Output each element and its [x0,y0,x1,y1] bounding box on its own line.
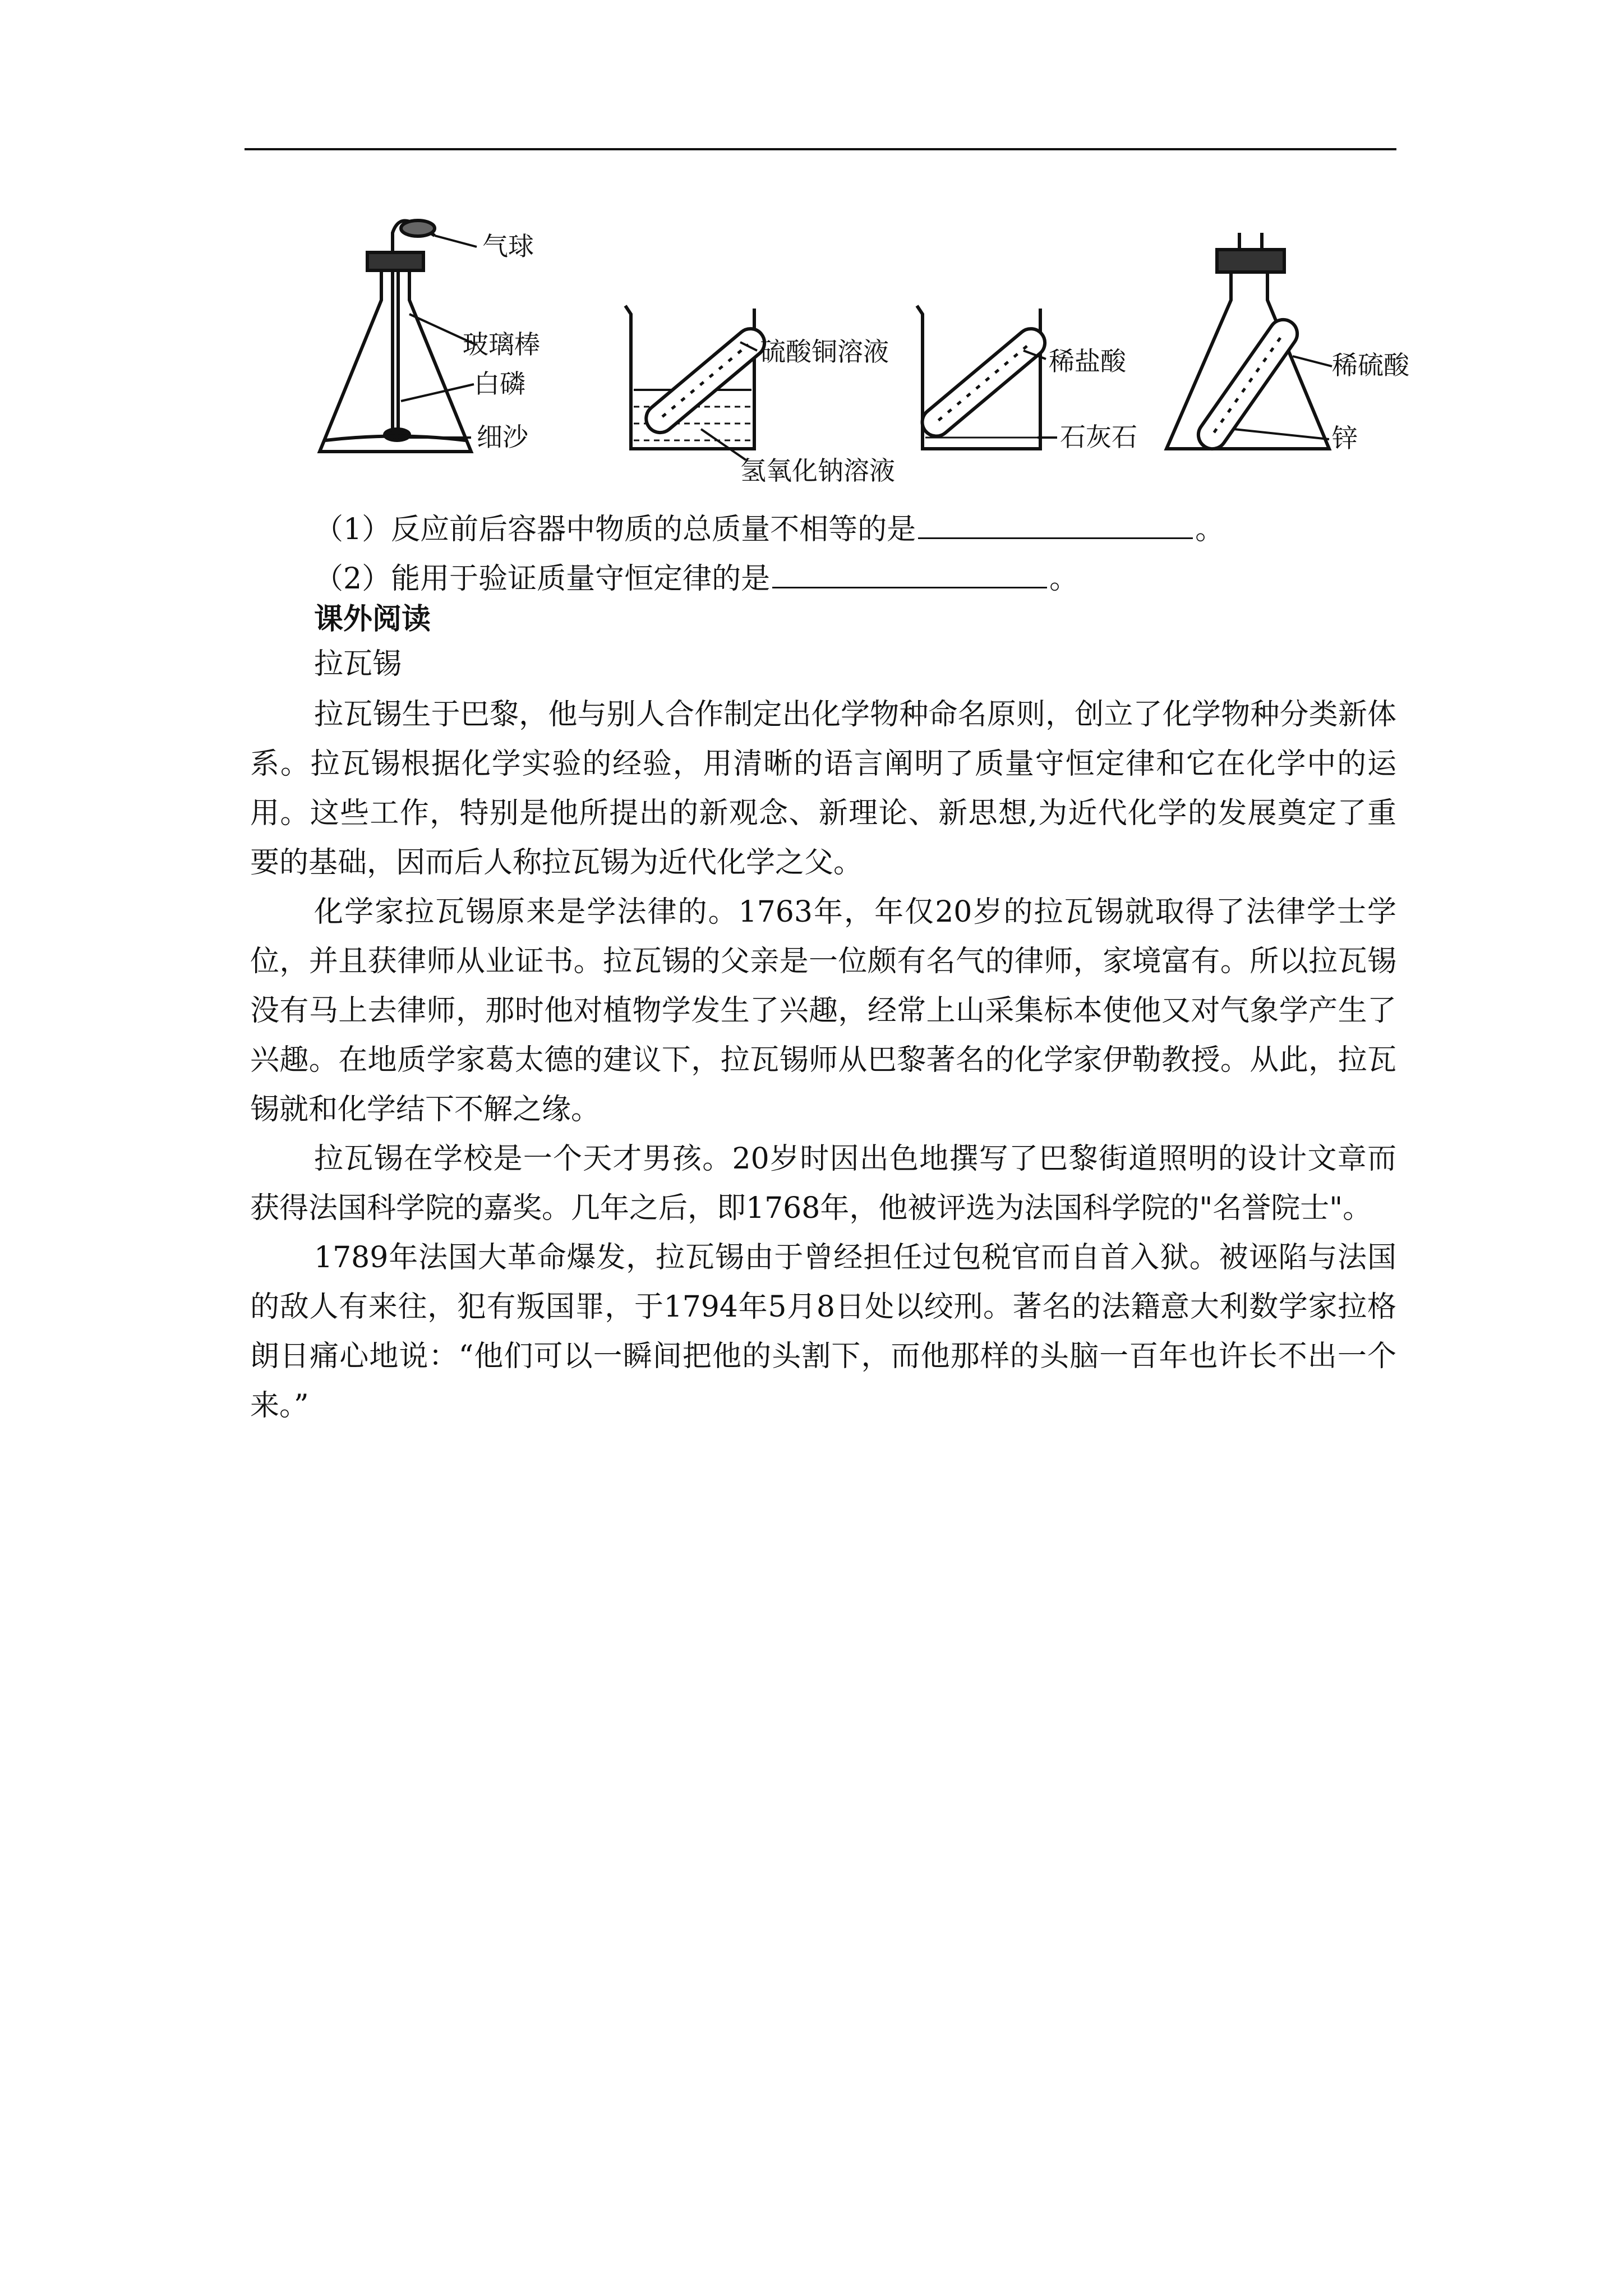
question-1-blank [918,509,1193,539]
question-1-end: 。 [1195,513,1225,546]
label-white-phosphorus: 白磷 [474,369,525,399]
article-body [250,690,1396,1430]
apparatus-3-beaker [916,306,1050,449]
header-rule [245,148,1396,150]
paragraph-1: 拉瓦锡生于巴黎，他与别人合作制定出化学物种命名原则，创立了化学物种分类新体系。拉瓦锡根据化学实验的经验，用清晰的语言阐明了质量守恒定律和它在化学中的运用。这些工作，特别是他所提出的新观念、新理论、新思想,为近代化学的发展奠定了重要的基础，因而后人称拉瓦锡为近代化学之父。 [250,698,1396,880]
label-fine-sand: 细沙 [477,422,528,452]
apparatus-2-beaker [625,306,770,449]
label-copper-sulfate: 硫酸铜溶液 [760,337,889,367]
label-dilute-hcl: 稀盐酸 [1049,346,1126,376]
question-2-blank [772,559,1047,588]
question-2-text: （2）能用于验证质量守恒定律的是 [314,562,771,596]
experiment-figure [314,216,1436,496]
label-balloon: 气球 [482,231,534,261]
question-2-end: 。 [1049,562,1079,596]
apparatus-1-flask [320,220,471,452]
apparatus-4-flask [1166,233,1329,454]
label-dilute-h2so4: 稀硫酸 [1332,350,1409,380]
section-heading: 课外阅读 [314,602,431,636]
paragraph-4: 1789年法国大革命爆发，拉瓦锡由于曾经担任过包税官而自首入狱。被诬陷与法国的敌人有来往，犯有叛国罪，于1794年5月8日处以绞刑。著名的法籍意大利数学家拉格朗日痛心地说：“他们可以一瞬间把他的头割下，而他那样的头脑一百年也许长不出一个来。” [250,1241,1396,1423]
label-zinc: 锌 [1332,423,1358,453]
article-title: 拉瓦锡 [314,647,402,681]
question-1 [314,505,1224,554]
question-1-text: （1）反应前后容器中物质的总质量不相等的是 [314,513,916,546]
label-glass-rod: 玻璃棒 [463,329,540,360]
label-limestone: 石灰石 [1060,422,1137,452]
paragraph-2: 化学家拉瓦锡原来是学法律的。1763年，年仅20岁的拉瓦锡就取得了法律学士学位，并且获律师从业证书。拉瓦锡的父亲是一位颇有名气的律师，家境富有。所以拉瓦锡没有马上去律师，那时他对植物学发生了兴趣，经常上山采集标本使他又对气象学产生了兴趣。在地质学家葛太德的建议下，拉瓦锡师从巴黎著名的化学家伊勒教授。从此，拉瓦锡就和化学结下不解之缘。 [250,895,1396,1126]
paragraph-3: 拉瓦锡在学校是一个天才男孩。20岁时因出色地撰写了巴黎街道照明的设计文章而获得法国科学院的嘉奖。几年之后，即1768年，他被评选为法国科学院的"名誉院士"。 [250,1142,1396,1225]
label-sodium-hydroxide: 氢氧化钠溶液 [740,455,895,486]
